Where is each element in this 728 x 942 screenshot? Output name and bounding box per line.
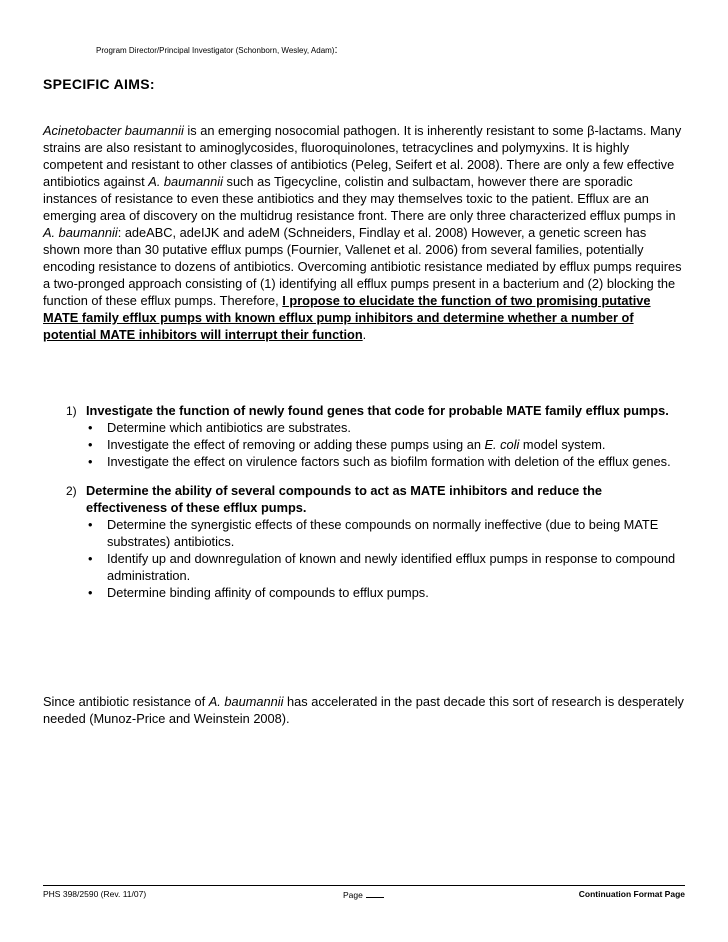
continuation-label: Continuation Format Page <box>578 889 685 899</box>
aim-bullet <box>88 516 685 550</box>
aim-item <box>0 482 728 601</box>
bullet-dot: • <box>88 551 93 566</box>
page-number-field <box>343 889 384 900</box>
bullet-dot: • <box>88 585 93 600</box>
bullet-text: Determine the synergistic effects of these compounds on normally ineffective (due to being MATE substrates) antibiotics. <box>107 517 659 549</box>
intro-paragraph <box>43 122 685 343</box>
intro-text-end: . <box>362 327 367 342</box>
intro-text-1: is an emerging nosocomial pathogen. It is inherently resistant to some β-lactams. Many strains are also resistant to aminoglycosides, fluoroquinolones, tetracyclines and polymyxins. It is highly competent and resistant to other classes of antibiotics (Peleg, Seifert et al. 2008). There are only a few effective antibiotics against <box>43 123 682 189</box>
aim-number: 2) <box>66 484 77 498</box>
header-colon: : <box>334 44 338 56</box>
aim-title: Determine the ability of several compounds to act as MATE inhibitors and reduce the effectiveness of these efflux pumps. <box>86 483 603 515</box>
species-name: Acinetobacter baumannii <box>43 123 184 138</box>
intro-text-3: : adeABC, adeIJK and adeM (Schneiders, Findlay et al. 2008) However, a genetic screen has shown more than 30 putative efflux pumps (Fournier, Vallenet et al. 2006) from several families, potentially encoding resistance to dozens of antibiotics. Overcoming antibiotic resistance mediated by efflux pumps requires a two-pronged approach consisting of (1) identifying all efflux pumps present in a bacterium and (2) blocking the function of these efflux pumps. Therefore, <box>43 225 682 308</box>
species-short-name: A. baumannii <box>148 174 223 189</box>
bullet-dot: • <box>88 517 93 532</box>
investigator-label: Program Director/Principal Investigator (Schonborn, Wesley, Adam) <box>96 46 335 55</box>
intro-text-2: such as Tigecycline, colistin and sulbactam, however there are sporadic instances of resistance to even these antibiotics and they may themselves toxic to the patient. Efflux are an emerging area of discovery on the multidrug resistance front. There are only three characterized efflux pumps in <box>43 174 676 223</box>
aim-title: Investigate the function of newly found genes that code for probable MATE family efflux pumps. <box>86 403 669 418</box>
bullet-text: Investigate the effect on virulence factors such as biofilm formation with deletion of the efflux genes. <box>107 454 671 469</box>
species-short-name: A. baumannii <box>43 225 118 240</box>
aim-item <box>0 402 728 470</box>
bullet-text: Determine binding affinity of compounds to efflux pumps. <box>107 585 429 600</box>
species-short-name: A. baumannii <box>208 694 284 709</box>
aim-bullet <box>88 550 685 584</box>
bullet-text-post: model system. <box>519 437 606 452</box>
bullet-text: Determine which antibiotics are substrates. <box>107 420 351 435</box>
aim-number: 1) <box>66 404 77 418</box>
page-number-blank <box>366 889 384 898</box>
bullet-dot: • <box>88 420 93 435</box>
bullet-text: Investigate the effect of removing or adding these pumps using an <box>107 437 485 452</box>
investigator-header <box>96 44 338 57</box>
bullet-dot: • <box>88 454 93 469</box>
page-label: Page <box>343 890 363 900</box>
bullet-text: Identify up and downregulation of known and newly identified efflux pumps in response to compound administration. <box>107 551 676 583</box>
section-title: SPECIFIC AIMS: <box>43 76 155 92</box>
aim-bullets <box>0 516 728 601</box>
aim-bullet <box>88 453 685 470</box>
form-id: PHS 398/2590 (Rev. 11/07) <box>43 889 147 899</box>
proposal-statement: I propose to elucidate the function of two promising putative MATE family efflux pumps with known efflux pump inhibitors and determine whether a number of potential MATE inhibitors will interrupt their function <box>43 293 651 342</box>
closing-text-2: has accelerated in the past decade this sort of research is desperately needed (Munoz-Price and Weinstein 2008). <box>43 694 684 726</box>
aim-bullet <box>88 419 685 436</box>
closing-text-1: Since antibiotic resistance of <box>43 694 209 709</box>
closing-paragraph <box>43 693 688 727</box>
aim-bullet <box>88 584 685 601</box>
bullet-dot: • <box>88 437 93 452</box>
bullet-italic-text: E. coli <box>484 437 520 452</box>
aim-bullets <box>0 419 728 470</box>
aim-bullet <box>88 436 685 453</box>
footer-divider <box>43 885 685 886</box>
aims-list <box>0 402 728 613</box>
